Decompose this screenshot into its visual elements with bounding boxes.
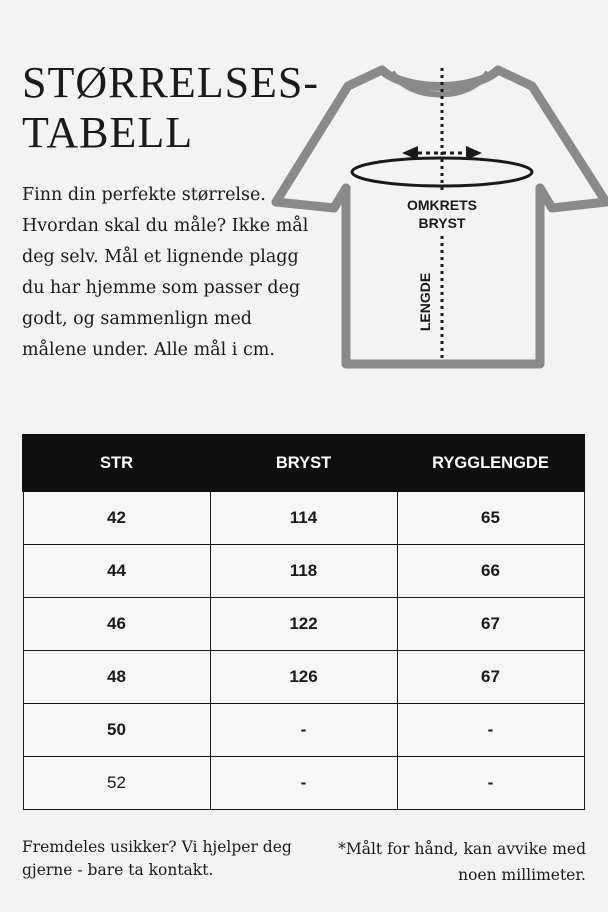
table-row bbox=[23, 651, 584, 704]
cell-length: 67 bbox=[397, 651, 584, 704]
table-row bbox=[23, 598, 584, 651]
cell-size: 42 bbox=[23, 491, 210, 545]
cell-chest: 114 bbox=[210, 491, 397, 545]
chest-label-line1: OMKRETS bbox=[407, 197, 477, 213]
cell-chest: 126 bbox=[210, 651, 397, 704]
tshirt-icon bbox=[270, 62, 608, 372]
cell-length: - bbox=[397, 704, 584, 757]
cell-chest: - bbox=[210, 704, 397, 757]
cell-length: - bbox=[397, 757, 584, 810]
cell-length: 66 bbox=[397, 545, 584, 598]
cell-length: 67 bbox=[397, 598, 584, 651]
table-row bbox=[23, 704, 584, 757]
measurement-note: *Målt for hånd, kan avvike med noen millimeter. bbox=[338, 840, 586, 884]
cell-size: 46 bbox=[23, 598, 210, 651]
cell-chest: 122 bbox=[210, 598, 397, 651]
header-rygglengde: RYGGLENGDE bbox=[397, 435, 584, 491]
cell-chest: 118 bbox=[210, 545, 397, 598]
header-bryst: BRYST bbox=[210, 435, 397, 491]
cell-size: 50 bbox=[23, 704, 210, 757]
chest-label-line2: BRYST bbox=[418, 215, 466, 231]
intro-text: Finn din perfekte størrelse. Hvordan skal du måle? Ikke mål deg selv. Mål et lignende plagg du har hjemme som passer deg godt, og sammenlign med målene under. Alle mål i cm. bbox=[22, 185, 309, 360]
header-str: STR bbox=[23, 435, 210, 491]
cell-length: 65 bbox=[397, 491, 584, 545]
size-table bbox=[22, 434, 585, 810]
cell-size: 48 bbox=[23, 651, 210, 704]
table-header-row bbox=[23, 435, 584, 491]
table-row bbox=[23, 545, 584, 598]
table-row bbox=[23, 757, 584, 810]
page-title: STØRRELSES- TABELL bbox=[22, 58, 320, 157]
table-row bbox=[23, 491, 584, 545]
help-text: Fremdeles usikker? Vi hjelper deg gjerne - bare ta kontakt. bbox=[22, 838, 292, 879]
cell-size: 52 bbox=[23, 757, 210, 810]
cell-chest: - bbox=[210, 757, 397, 810]
length-label: LENGDE bbox=[417, 272, 433, 332]
cell-size: 44 bbox=[23, 545, 210, 598]
